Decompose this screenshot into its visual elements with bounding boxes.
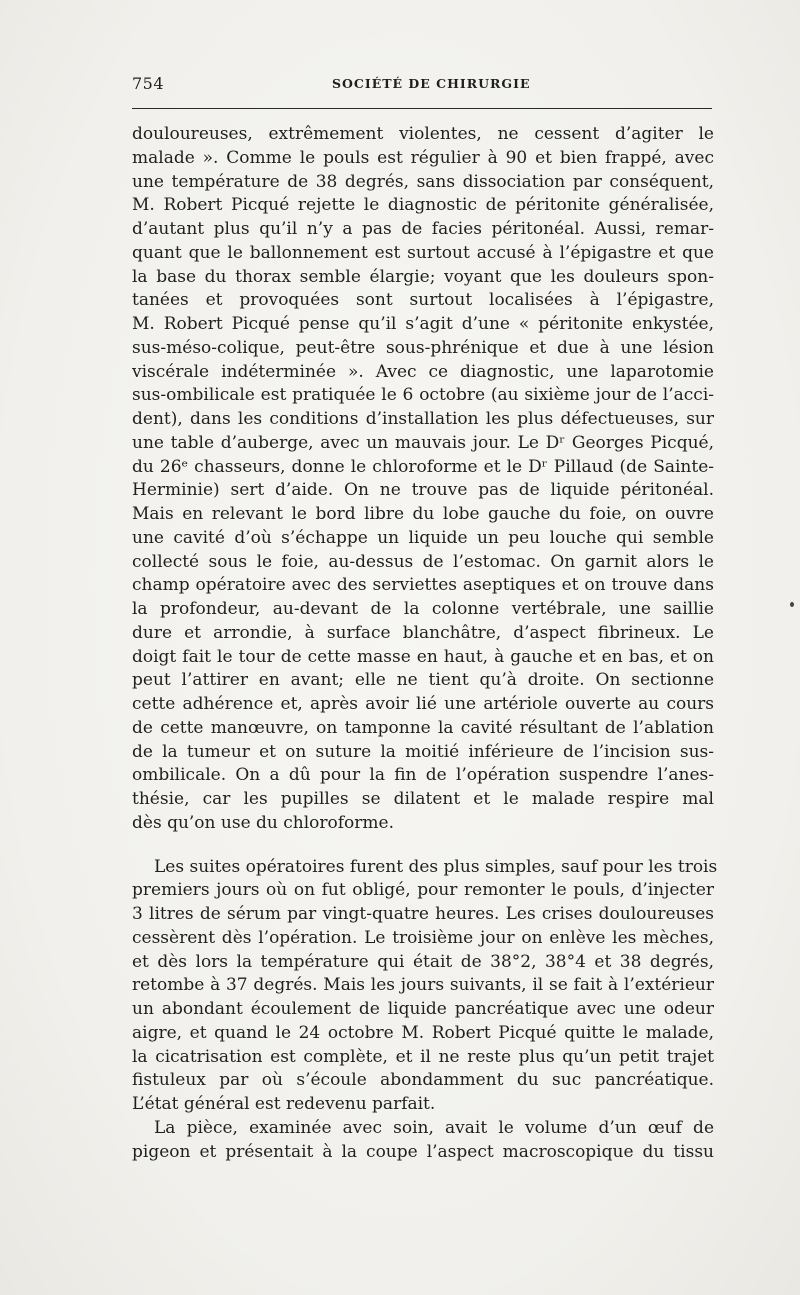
text-line: Les suites opératoires furent des plus simples, sauf pour les trois — [154, 856, 718, 877]
text-line: cette adhérence et, après avoir lié une artériole ouverte au cours — [132, 694, 714, 714]
text-line: d’autant plus qu’il n’y a pas de facies péritonéal. Aussi, remar- — [132, 219, 714, 239]
text-line: doigt fait le tour de cette masse en haut, à gauche et en bas, et on — [132, 646, 714, 667]
text-line: M. Robert Picqué rejette le diagnostic de péritonite généralisée, — [132, 195, 714, 216]
text-line: de cette manœuvre, on tamponne la cavité résultant de l’ablation — [132, 717, 714, 738]
text-line: de la tumeur et on suture la moitié inférieure de l’incision sus- — [132, 741, 714, 762]
paragraph — [132, 856, 718, 1117]
text-line: tanées et provoquées sont surtout localisées à l’épigastre, — [132, 290, 714, 311]
text-line: champ opératoire avec des serviettes aseptiques et on trouve dans — [132, 575, 714, 596]
text-line: dent), dans les conditions d’installation les plus défectueuses, sur — [132, 409, 714, 429]
text-line: sus-méso-colique, peut-être sous-phrénique et due à une lésion — [132, 337, 714, 358]
text-line: cessèrent dès l’opération. Le troisième jour on enlève les mèches, — [132, 927, 714, 948]
text-line: Herminie) sert d’aide. On ne trouve pas de liquide péritonéal. — [132, 480, 714, 501]
text-line: pigeon et présentait à la coupe l’aspect macroscopique du tissu — [132, 1141, 714, 1162]
text-line: une température de 38 degrés, sans dissociation par conséquent, — [132, 171, 714, 192]
paragraph — [132, 1117, 714, 1165]
text-line: quant que le ballonnement est surtout accusé à l’épigastre et que — [132, 242, 714, 263]
text-line: la profondeur, au-devant de la colonne vertébrale, une saillie — [132, 599, 714, 619]
text-line: thésie, car les pupilles se dilatent et le malade respire mal — [132, 789, 714, 809]
paragraph-gap — [132, 836, 714, 856]
ink-speck — [790, 602, 794, 607]
text-line: L’état général est redevenu parfait. — [132, 1094, 436, 1114]
paragraph — [132, 123, 714, 836]
text-line: ombilicale. On a dû pour la fin de l’opération suspendre l’anes- — [132, 765, 714, 786]
text-line: malade ». Comme le pouls est régulier à 90 et bien frappé, avec — [132, 147, 714, 168]
text-line: fistuleux par où s’écoule abondamment du suc pancréatique. — [132, 1070, 714, 1091]
text-line: douloureuses, extrêmement violentes, ne cessent d’agiter le — [132, 124, 714, 144]
running-head: SOCIÉTÉ DE CHIRURGIE — [332, 76, 531, 91]
text-line: dès qu’on use du chloroforme. — [132, 812, 395, 833]
text-line: la base du thorax semble élargie; voyant que les douleurs spon- — [132, 266, 714, 287]
page-number: 754 — [132, 74, 165, 93]
body-text — [132, 123, 718, 1164]
text-line: sus-ombilicale est pratiquée le 6 octobre (au sixième jour de l’acci- — [132, 385, 714, 406]
header-rule — [132, 108, 712, 109]
text-line: la cicatrisation est complète, et il ne reste plus qu’un petit trajet — [132, 1046, 714, 1067]
text-line: La pièce, examinée avec soin, avait le volume d’un œuf de — [154, 1117, 714, 1138]
text-line: une cavité d’où s’échappe un liquide un peu louche qui semble — [132, 527, 714, 548]
text-line: du 26ᵉ chasseurs, donne le chloroforme et le Dʳ Pillaud (de Sainte- — [132, 456, 714, 477]
text-line: peut l’attirer en avant; elle ne tient qu’à droite. On sectionne — [132, 670, 714, 691]
text-line: M. Robert Picqué pense qu’il s’agit d’une « péritonite enkystée, — [132, 314, 714, 334]
text-line: viscérale indéterminée ». Avec ce diagnostic, une laparotomie — [132, 361, 714, 382]
text-line: Mais en relevant le bord libre du lobe gauche du foie, on ouvre — [132, 504, 714, 524]
text-line: un abondant écoulement de liquide pancréatique avec une odeur — [132, 999, 714, 1019]
text-line: 3 litres de sérum par vingt-quatre heures. Les crises douloureuses — [132, 904, 714, 924]
text-line: retombe à 37 degrés. Mais les jours suivants, il se fait à l’extérieur — [132, 975, 714, 996]
text-line: premiers jours où on fut obligé, pour remonter le pouls, d’injecter — [132, 880, 714, 901]
text-line: et dès lors la température qui était de 38°2, 38°4 et 38 degrés, — [132, 951, 714, 972]
text-line: collecté sous le foie, au-dessus de l’estomac. On garnit alors le — [132, 551, 714, 572]
page-header — [132, 74, 712, 98]
text-line: aigre, et quand le 24 octobre M. Robert Picqué quitte le malade, — [132, 1022, 714, 1043]
text-line: dure et arrondie, à surface blanchâtre, d’aspect fibrineux. Le — [132, 622, 714, 643]
text-line: une table d’auberge, avec un mauvais jour. Le Dʳ Georges Picqué, — [132, 432, 714, 453]
